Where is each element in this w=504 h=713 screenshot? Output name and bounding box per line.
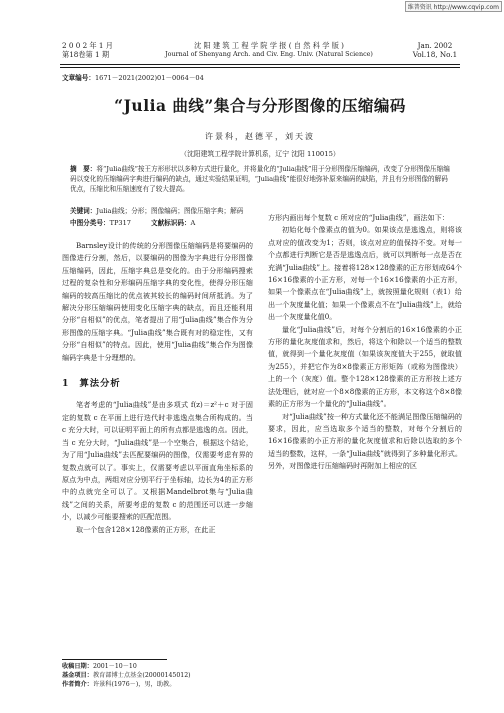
cls-label: 中图分类号： [70,219,110,227]
article-number-value: 1671－2021(2002)01－0064－04 [94,74,204,82]
paragraph-multi-quantize: 对“Julia曲线”按一种方式量化还不能满足图像压缩编码的要求，因此，应当选取多个适当的整数，对每个分割后的16×16像素的小正方形的量化灰度值求和后除以选取的多个适当的整数，这样，一条“Julia曲线”就得到了多种量化形式。另外，对图像进行压缩编码时再附加上相应的区 [268,411,462,471]
header-journal-en: Journal of Shenyang Arch. and Civ. Eng. Univ. (Natural Science) [165,50,373,58]
header-date-en: Jan. 2002 [417,41,453,50]
footnote-author [62,680,191,689]
article-number-label: 文章编号： [62,74,95,82]
received-label: 收稿日期： [62,663,93,670]
header-issue-en [410,41,460,59]
paragraph-quantize: 量化“Julia曲线”后，对每个分割后的16×16像素的小正方形的量化灰度值求和，然后，将这个和除以一个适当的整数值，就得到一个量化灰度值（如果该灰度值大于255，就取值为255），并把它作为8×8像素正方形矩阵（或称为图像块）上的一个（灰度）值。整个128×128像素的正方形按上述方法处理后，就对应一个8×8像素的正方形，本文称这个8×8像素的正方形为一个量化的“Julia曲线”。 [268,324,462,409]
doc-code-label: 文献标识码： [150,219,191,227]
body-column-right [268,212,462,473]
header-date: 2 0 0 2 年 1 月 [62,41,113,50]
author-bio-text: 许景科(1976－)，男，助教。 [92,681,176,688]
abstract-text: 将“Julia曲线”按王方形形状以多种方式进行量化，并将量化的“Julia曲线”用于分形图像压缩编码，改变了分形图像压缩编码以变化的压缩编码字典进行编码的缺点，通过实验结果证明，“Julia曲线”能很好地弥补原来编码的缺陷，并且有分形图像的解码优点，压缩比和压缩速度有了较大提高。 [70,165,450,193]
section-paragraph-1: 笔者考虑的“Julia曲线”是由多项式 f(z)＝z²＋c 对于固定的复数 c 在平面上进行迭代时非逃逸点集合所构成的。当 c 充分大时，可以证明平面上的所有点都是逃逸的点。因此，当 c 充分大时，“Julia曲线”是一个空集合，根据这个结论，为了用“Julia曲线”去匹配要编码的图像，仅需要考虑有界的复数点就可以了。事实上，仅需要考虑以平面直角坐标系的原点为中点，两组对应分别平行于坐标轴，边长为4的正方形中的点就完全可以了。又根据Mandelbrot集与“Julia曲线”之间的关系，所要考虑的复数 c 的范围还可以进一步缩小，以减少可能要搜索的匹配范围。 [62,400,253,522]
header-volume: 第18卷第 1 期 [62,50,110,59]
paper-title: “Julia 曲线”集合与分形图像的压缩编码 [114,96,406,115]
footnote [62,662,191,689]
section-title: 算法分析 [79,378,121,390]
body-column-left [62,240,253,536]
header-journal [152,41,386,59]
header-volume-en: Vol.18, No.1 [412,50,458,59]
abstract-label: 摘 要： [70,165,97,173]
paragraph-init: 初始化每个像素点的值为0。如果该点是逃逸点，则将该点对应的值改变为1；否则，该点对应的值保持不变。对每一个点都进行判断它是否是逃逸点后，就可以判断每一点是否在充满“Julia曲线”上。接着将128×128像素的正方形划成64个16×16像素的小正方形，对每一个16×16像素的小正方形，如果一个像素点在“Julia曲线”上，就按照量化规则（表1）给出一个灰度量化值；如果一个像素点不在“Julia曲线”上，就给出一个灰度量化值0。 [268,225,462,322]
paper-authors: 许景科，赵德平，刘天波 [205,132,315,141]
intro-paragraph: Barnsley设计的传统的分形图像压缩编码是将要编码的图像进行分割，然后，以要编码的图像为字典进行分形图像压缩编码，因此，压缩字典总是变化的。由于分形编码搜索过程的复杂性和分形编码压缩字典的变化性，使得分形压缩编码的较高压缩比的优点被其较长的编码时间所抵消。为了解决分形压缩编码使用变化压缩字典的缺点，而且还能利用分形“自相似”的优点，笔者提出了用“Julia曲线”集合作为分形图像的压缩字典。“Julia曲线”集合既有对的稳定性，又有分形“自相似”的特点。因此，使用“Julia曲线”集合作为图像编码字典是十分理想的。 [62,241,253,362]
section-number: 1 [62,378,70,390]
watermark: 维普资讯 http://www.cqvip.com [405,1,502,12]
received-date: 2001－10－10 [92,663,137,670]
abstract [70,164,450,194]
keywords-text: Julia曲线；分形；图像编码；图像压缩字典；解码 [96,207,244,215]
footnote-fund [62,671,191,680]
footnote-received [62,662,191,671]
cls-value: TP317 [109,219,131,227]
header-rule-thin [60,67,460,68]
paragraph-continued: 方形内画出每个复数 c 所对应的“Julia曲线”，画法如下： [268,213,449,222]
fund-label: 基金项目： [62,672,93,679]
doc-code-value: A [190,219,196,227]
header-issue [62,41,113,59]
author-bio-label: 作者简介： [62,681,93,688]
header-journal-cn: 沈 阳 建 筑 工 程 学 院 学 报 ( 自 然 科 学 版 ) [194,41,344,50]
section-paragraph-2: 取一个包含128×128像素的正方形，在此正 [76,524,216,534]
footnote-rule [62,659,167,660]
paper-affiliation: （沈阳建筑工程学院计算机系，辽宁 沈阳 110015） [180,150,340,158]
keywords-label: 关键词： [70,207,97,215]
section-heading [62,378,253,390]
fund-text: 教育部博士点基金(20000145012) [92,672,191,679]
header-rule-thick [60,64,460,65]
article-number [62,72,204,82]
